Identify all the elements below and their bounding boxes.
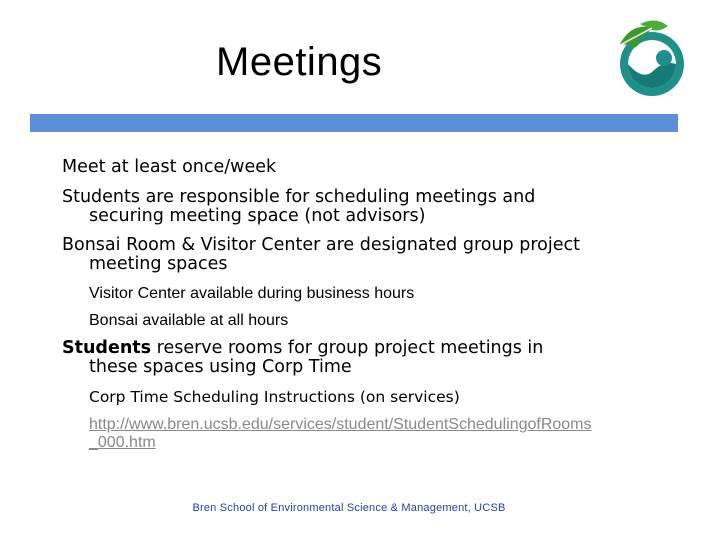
sub-bullet-corp-time: Corp Time Scheduling Instructions (on services): [89, 388, 460, 406]
bren-leaf-logo-icon: [612, 14, 692, 100]
bullet-students-responsible: Students are responsible for scheduling meetings and securing meeting space (not advisors): [62, 187, 536, 226]
title-divider-bar: [30, 114, 678, 132]
sub-bullet-bonsai: Bonsai available at all hours: [89, 312, 289, 329]
scheduling-link[interactable]: http://www.bren.ucsb.edu/services/student/StudentSchedulingofRooms _000.htm: [89, 416, 592, 451]
bullet-meet-weekly: Meet at least once/week: [62, 157, 277, 177]
slide-title: Meetings: [216, 40, 383, 84]
bullet-students-reserve: Students reserve rooms for group project meetings in these spaces using Corp Time: [62, 338, 544, 377]
bullet-designated-spaces: Bonsai Room & Visitor Center are designated group project meeting spaces: [62, 235, 580, 274]
footer-text: Bren School of Environmental Science & Management, UCSB: [192, 502, 506, 514]
sub-bullet-visitor-center: Visitor Center available during business hours: [89, 285, 415, 302]
